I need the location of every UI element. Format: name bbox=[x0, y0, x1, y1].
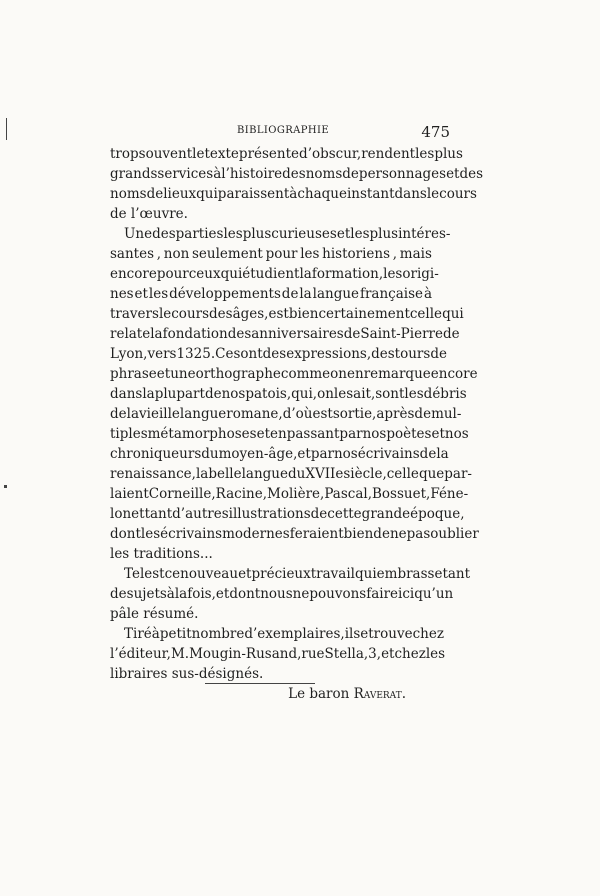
text-line: encore pour ceux qui étudient la formation, les origi- bbox=[110, 266, 439, 282]
text-line: grands services à l’histoire des noms de personnages et des bbox=[110, 166, 484, 182]
text-line: pâle résumé. bbox=[110, 606, 199, 622]
text-line: de sujets à la fois, et dont nous ne pouvons faire ici qu’un bbox=[110, 586, 454, 602]
text-line: laient Corneille, Racine, Molière, Pascal, Bossuet, Féne- bbox=[110, 486, 469, 502]
running-header bbox=[110, 123, 450, 143]
text-line: dans la plupart de nos patois, qui, on le sait, sont les débris bbox=[110, 386, 467, 402]
text-line: chroniqueurs du moyen-âge, et par nos écrivains de la bbox=[110, 446, 449, 462]
text-line: travers le cours des âges, est bien certainement celle qui bbox=[110, 306, 464, 322]
text-line: tiples métamorphoses et en passant par nos poètes et nos bbox=[110, 426, 469, 442]
page-number: 475 bbox=[421, 123, 450, 141]
body-text bbox=[110, 144, 484, 704]
text-line: de la vieille langue romane, d’où est sortie, après de mul- bbox=[110, 406, 462, 422]
text-line: trop souvent le texte présente d’obscur, rendent les plus bbox=[110, 146, 463, 162]
text-line: lon et tant d’autres illustrations de cette grande époque, bbox=[110, 506, 465, 522]
left-margin-mark bbox=[6, 118, 7, 140]
signature bbox=[110, 684, 432, 704]
text-line: dont les écrivains modernes feraient bien de ne pas oublier bbox=[110, 526, 479, 542]
left-margin-dot bbox=[4, 485, 7, 488]
text-line: Tel est ce nouveau et précieux travail qui embrasse tant bbox=[124, 566, 471, 582]
signature-prefix: Le baron bbox=[288, 686, 350, 702]
text-line: les traditions... bbox=[110, 546, 213, 562]
text-line: nes et les développements de la langue française à bbox=[110, 286, 432, 302]
signature-name: Raverat. bbox=[353, 686, 406, 702]
text-line: relate la fondation des anniversaires de Saint-Pierre de bbox=[110, 326, 460, 342]
text-line: noms de lieux qui paraissent à chaque instant dans le cours bbox=[110, 186, 477, 202]
text-line: Une des parties les plus curieuses et les plus intéres- bbox=[124, 226, 451, 242]
text-line: l’éditeur, M. Mougin-Rusand, rue Stella, 3, et chez les bbox=[110, 646, 446, 662]
text-line: Lyon, vers 1325. Ce sont des expressions, des tours de bbox=[110, 346, 447, 362]
closing-rule bbox=[205, 683, 315, 684]
text-line: de l’œuvre. bbox=[110, 206, 188, 222]
text-line: phrase et une orthographe comme on en remarque encore bbox=[110, 366, 478, 382]
text-line: Tiré à petit nombre d’exemplaires, il se trouve chez bbox=[124, 626, 444, 642]
text-line: libraires sus-désignés. bbox=[110, 666, 264, 682]
header-title: BIBLIOGRAPHIE bbox=[237, 125, 330, 136]
text-line: renaissance, la belle langue du XVIIe siècle, celle que par- bbox=[110, 466, 472, 482]
text-line: santes , non seulement pour les historiens , mais bbox=[110, 246, 432, 262]
